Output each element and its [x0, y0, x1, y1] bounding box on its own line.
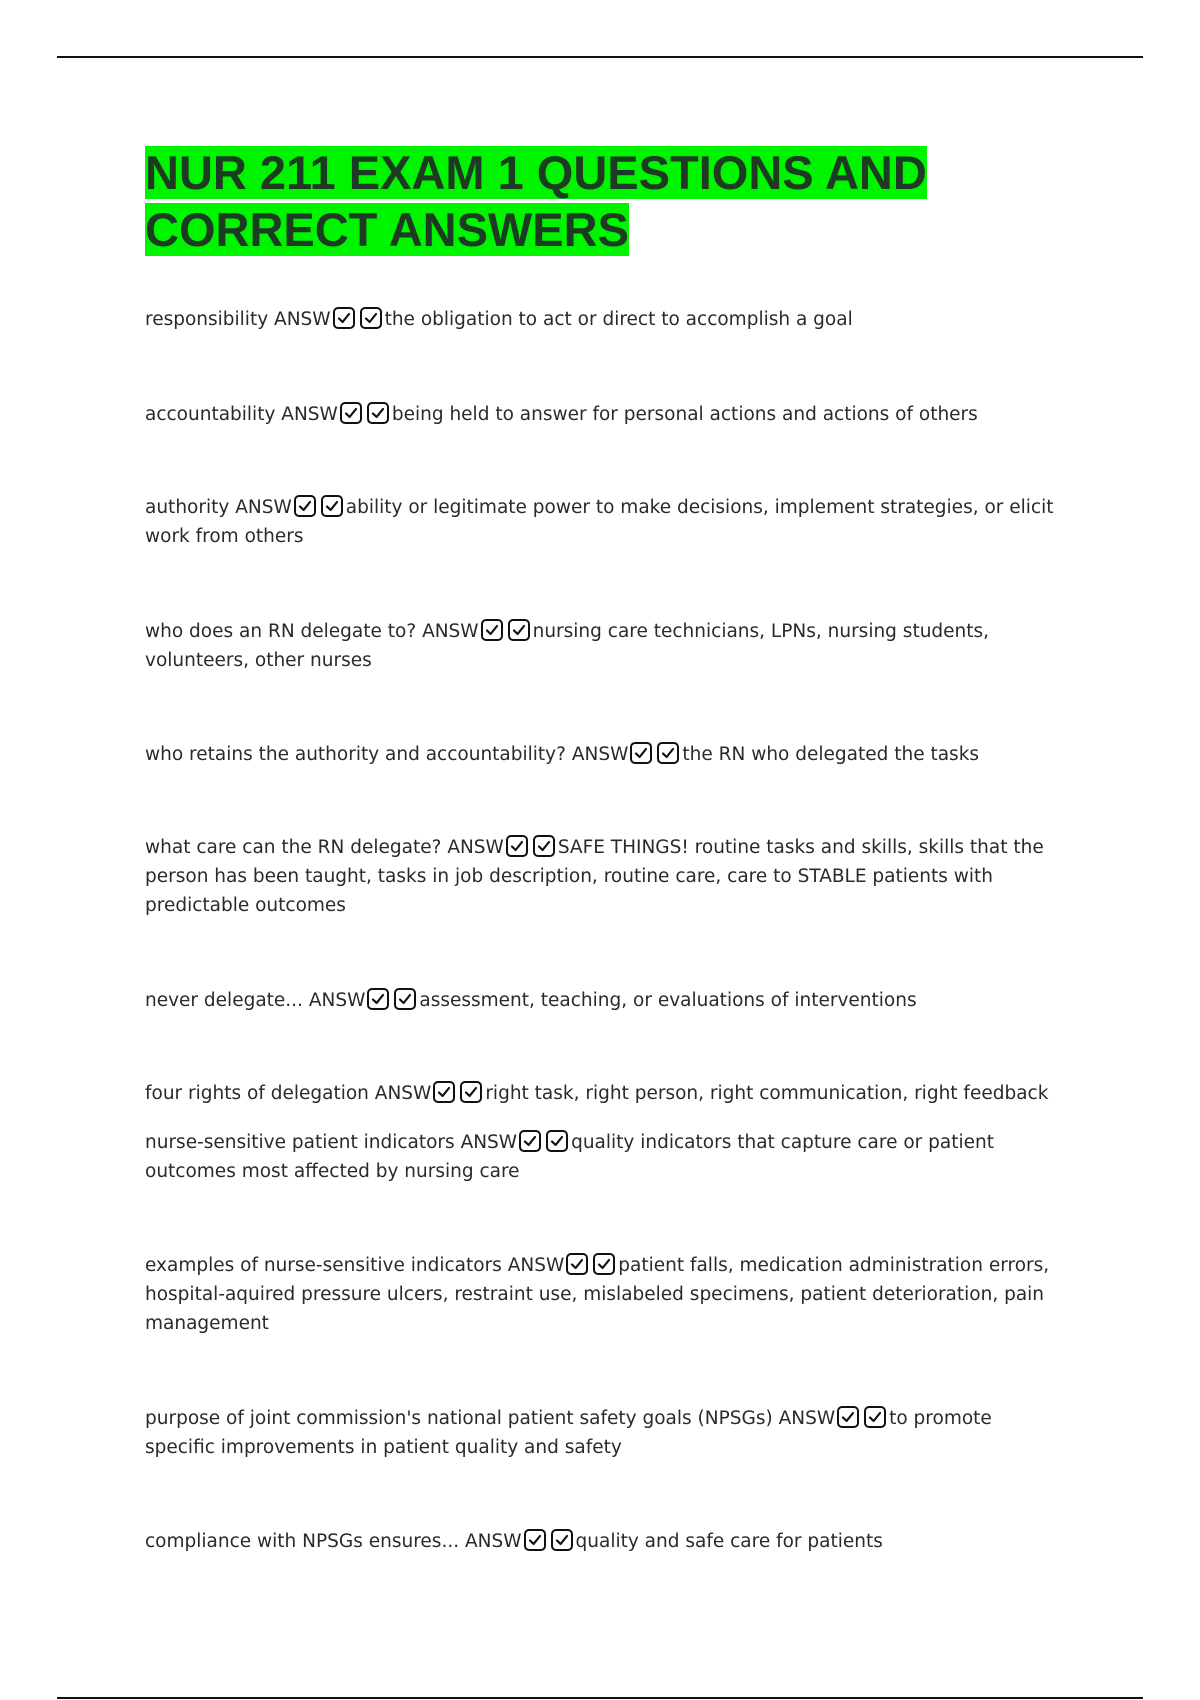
checkmark-icon — [371, 406, 385, 420]
checkbox-icon — [508, 619, 530, 641]
checkbox-icon — [593, 1253, 615, 1275]
checkmark-icon — [464, 1085, 478, 1099]
answer-marker: ANSW — [464, 1531, 522, 1552]
answer-marker: ANSW — [235, 497, 292, 518]
checkbox-icon — [333, 307, 355, 329]
checkmark-icon — [597, 1257, 611, 1271]
checkmark-icon — [555, 1533, 569, 1547]
checkmark-icon — [570, 1257, 584, 1271]
checkmark-icon — [512, 623, 526, 637]
checkmark-icon — [528, 1533, 542, 1547]
answer-marker: ANSW — [447, 837, 504, 858]
checkmark-icon — [485, 623, 499, 637]
answer-marker: ANSW — [374, 1083, 432, 1104]
bottom-rule — [57, 1697, 1143, 1699]
answer-text: nursing care technicians, LPNs, nursing students, volunteers, other nurses — [145, 621, 990, 671]
checkbox-icon — [367, 402, 389, 424]
answer-text: assessment, teaching, or evaluations of interventions — [419, 990, 917, 1011]
qa-item — [145, 740, 1065, 769]
checkbox-icon — [360, 307, 382, 329]
checkmark-icon — [371, 992, 385, 1006]
checkbox-icon — [506, 835, 528, 857]
answer-text: quality indicators that capture care or patient outcomes most affected by nursing care — [145, 1132, 994, 1182]
checkbox-icon — [657, 742, 679, 764]
answer-marker: ANSW — [507, 1255, 565, 1276]
checkmark-icon — [344, 406, 358, 420]
checkbox-icon — [546, 1130, 568, 1152]
checkbox-icon — [864, 1406, 886, 1428]
qa-item — [145, 1128, 1065, 1186]
checkmark-icon — [364, 311, 378, 325]
checkbox-icon — [294, 495, 316, 517]
question-text: purpose of joint commission's national patient safety goals (NPSGs) — [145, 1408, 773, 1429]
question-text: who does an RN delegate to? — [145, 621, 417, 642]
checkbox-icon — [340, 402, 362, 424]
checkbox-icon — [460, 1081, 482, 1103]
checkbox-icon — [394, 988, 416, 1010]
checkmark-icon — [550, 1134, 564, 1148]
checkmark-icon — [325, 499, 339, 513]
checkbox-icon — [533, 835, 555, 857]
checkmark-icon — [523, 1134, 537, 1148]
checkmark-icon — [337, 311, 351, 325]
answer-text: right task, right person, right communication, right feedback — [485, 1083, 1049, 1104]
checkmark-icon — [398, 992, 412, 1006]
question-text: four rights of delegation — [145, 1083, 369, 1104]
answer-text: quality and safe care for patients — [575, 1531, 883, 1552]
document-title: NUR 211 EXAM 1 QUESTIONS AND CORRECT ANSWERS — [145, 146, 927, 256]
qa-item — [145, 1079, 1065, 1108]
answer-marker: ANSW — [571, 744, 629, 765]
checkmark-icon — [298, 499, 312, 513]
checkmark-icon — [661, 746, 675, 760]
question-text: nurse-sensitive patient indicators — [145, 1132, 455, 1153]
answer-text: patient falls, medication administration errors, hospital-aquired pressure ulcers, restraint use, mislabeled specimens, patient deterioration, pain management — [145, 1255, 1050, 1334]
answer-text: being held to answer for personal actions and actions of others — [391, 404, 978, 425]
qa-item — [145, 1251, 1065, 1338]
question-text: what care can the RN delegate? — [145, 837, 442, 858]
answer-marker: ANSW — [308, 990, 366, 1011]
question-text: authority — [145, 497, 230, 518]
qa-item — [145, 833, 1065, 920]
checkmark-icon — [634, 746, 648, 760]
checkbox-icon — [433, 1081, 455, 1103]
qa-item — [145, 1527, 1065, 1556]
checkbox-icon — [519, 1130, 541, 1152]
answer-marker: ANSW — [422, 621, 479, 642]
question-text: responsibility — [145, 309, 269, 330]
answer-text: to promote specific improvements in patient quality and safety — [145, 1408, 992, 1458]
question-text: compliance with NPSGs ensures... — [145, 1531, 460, 1552]
checkbox-icon — [321, 495, 343, 517]
answer-marker: ANSW — [274, 309, 331, 330]
qa-item — [145, 305, 1065, 334]
checkbox-icon — [367, 988, 389, 1010]
checkbox-icon — [837, 1406, 859, 1428]
question-text: examples of nurse-sensitive indicators — [145, 1255, 502, 1276]
answer-text: ability or legitimate power to make decisions, implement strategies, or elicit work from others — [145, 497, 1054, 547]
checkbox-icon — [630, 742, 652, 764]
checkmark-icon — [510, 839, 524, 853]
answer-marker: ANSW — [460, 1132, 518, 1153]
answer-text: SAFE THINGS! routine tasks and skills, skills that the person has been taught, tasks in job description, routine care, care to STABLE patients with predictable outcomes — [145, 837, 1044, 916]
answer-text: the RN who delegated the tasks — [682, 744, 980, 765]
question-text: accountability — [145, 404, 276, 425]
qa-item — [145, 493, 1065, 551]
checkbox-icon — [524, 1529, 546, 1551]
checkbox-icon — [566, 1253, 588, 1275]
checkmark-icon — [437, 1085, 451, 1099]
checkbox-icon — [481, 619, 503, 641]
answer-text: the obligation to act or direct to accomplish a goal — [384, 309, 853, 330]
answer-marker: ANSW — [778, 1408, 836, 1429]
checkmark-icon — [537, 839, 551, 853]
top-rule — [57, 56, 1143, 58]
checkmark-icon — [841, 1410, 855, 1424]
question-text: never delegate... — [145, 990, 303, 1011]
qa-item — [145, 1404, 1065, 1462]
answer-marker: ANSW — [281, 404, 338, 425]
question-text: who retains the authority and accountability? — [145, 744, 566, 765]
checkbox-icon — [551, 1529, 573, 1551]
qa-item — [145, 617, 1065, 675]
qa-item — [145, 986, 1065, 1015]
qa-item — [145, 400, 1065, 429]
checkmark-icon — [868, 1410, 882, 1424]
